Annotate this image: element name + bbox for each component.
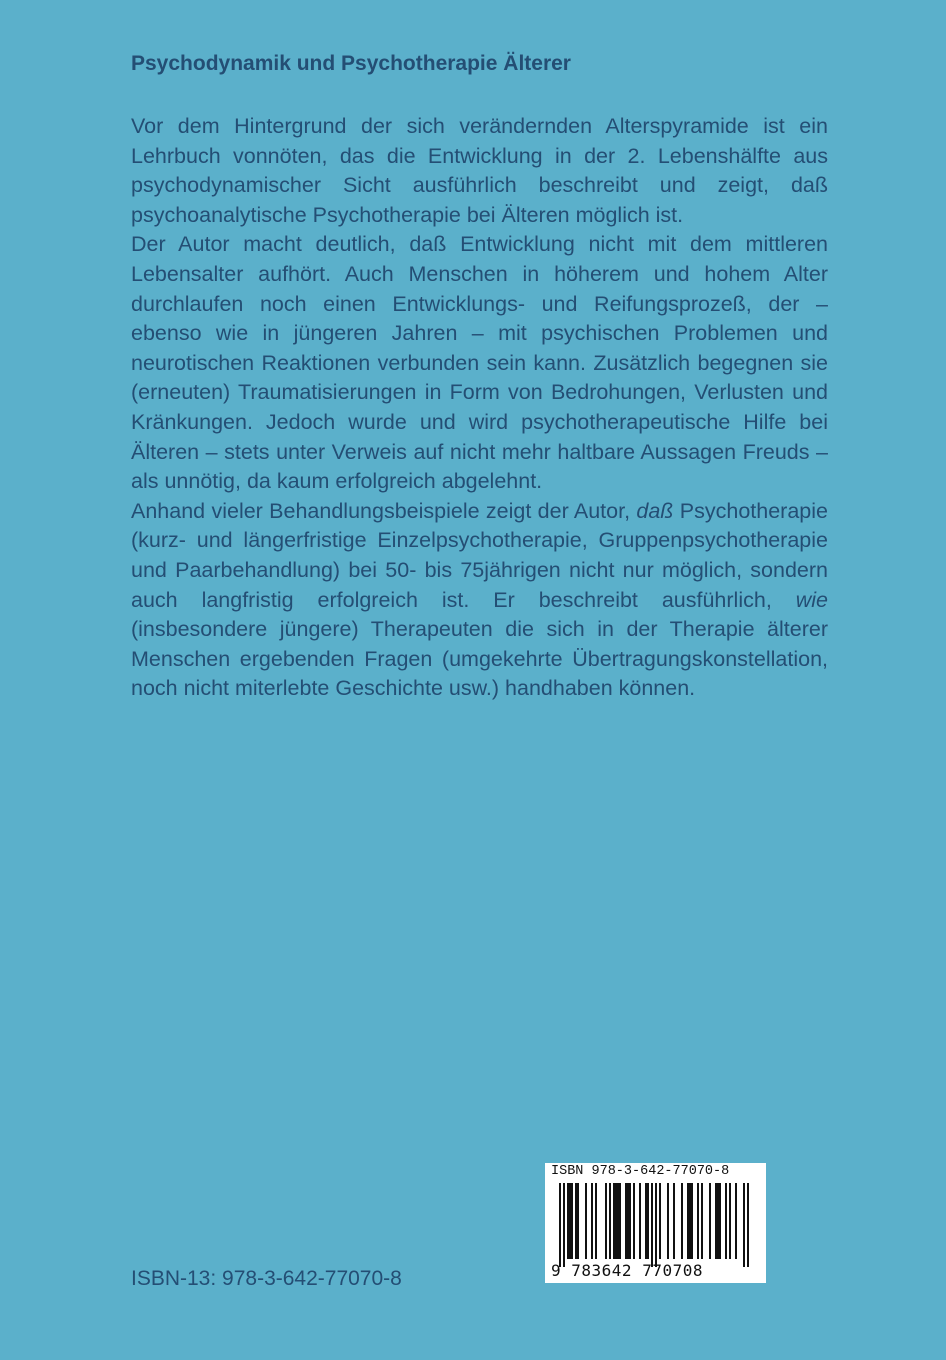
blurb-p3-emphasis-2: wie [795,587,828,612]
barcode-bar [567,1183,569,1259]
barcode-bar [715,1183,717,1259]
barcode-bar [571,1183,573,1259]
barcode-bar [747,1183,749,1267]
barcode-bar [629,1183,631,1259]
blurb-paragraph-1: Vor dem Hintergrund der sich verändernden Alterspyramide ist ein Lehrbuch vonnöten, das die Entwicklung in der 2. Lebenshälfte aus psychodynamischer Sicht ausführlich beschreibt und zeigt, daß psychoanalytische Psychotherapie bei Älteren möglich ist. [131,114,828,227]
blurb-p3-part3: (insbesondere jüngere) Therapeuten die sich in der Therapie älterer Menschen ergebenden Fragen (umgekehrte Übertragungskonstellation, noch nicht miterlebte Geschichte usw.) handhaben können. [131,617,828,701]
barcode-bar [659,1183,661,1259]
barcode-bar [613,1183,615,1259]
barcode-bar [697,1183,699,1259]
barcode-bar [681,1183,683,1259]
barcode-bar [595,1183,597,1259]
barcode-bar [709,1183,711,1259]
barcode-bottom-text: 9 783642 770708 [551,1261,703,1280]
blurb-paragraph-2: Der Autor macht deutlich, daß Entwicklung nicht mit dem mittleren Lebensalter aufhört. Auch Menschen in höherem und hohem Alter durchlaufen noch einen Entwicklungs- und Reifungsprozeß, der – ebenso wie in jüngeren Jahren – mit psychischen Problemen und neurotischen Reaktionen verbunden sein kann. Zusätzlich begegnen sie (erneuten) Traumatisierungen in Form von Bedrohungen, Verlusten und Kränkungen. Jedoch wurde und wird psychotherapeutische Hilfe bei Älteren – stets unter Verweis auf nicht mehr haltbare Aussagen Freuds – als unnötig, da kaum erfolgreich abgelehnt. [131,232,828,494]
barcode-bar [673,1183,675,1259]
barcode-bar [691,1183,693,1259]
barcode-bar [667,1183,669,1259]
barcode-bar [639,1183,641,1259]
barcode-bar [719,1183,721,1259]
barcode-bar [615,1183,617,1259]
barcode-bar [627,1183,629,1259]
barcode-bar [689,1183,691,1259]
barcode-bar [591,1183,593,1259]
barcode-bar [725,1183,727,1259]
barcode-bar [609,1183,611,1259]
barcode-bar [569,1183,571,1259]
barcode-bar [743,1183,745,1267]
barcode-bar [633,1183,635,1259]
barcode-bar [625,1183,627,1259]
barcode-bar [687,1183,689,1259]
barcode-bar [619,1183,621,1259]
blurb-p3-emphasis-1: daß [636,498,674,523]
barcode-top-text: ISBN 978-3-642-77070-8 [551,1164,730,1179]
blurb-p3-part1: Anhand vieler Behandlungsbeispiele zeigt der Autor, [131,498,637,523]
blurb-paragraph-3 [131,497,828,704]
barcode-bar [577,1183,579,1259]
barcode-bar [645,1183,647,1259]
barcode-bar [559,1183,561,1267]
blurb-text [131,112,828,704]
isbn-13-label: ISBN-13: 978-3-642-77070-8 [131,1267,402,1290]
blurb-p3-part2: Psychotherapie (kurz- und längerfristige Einzelpsychotherapie, Gruppenpsychotherapie und Paarbehandlung) bei 50- bis 75jährigen nicht nur möglich, sondern auch langfristig erfolgreich ist. Er beschreibt ausführlich, [131,498,828,612]
barcode-bar [647,1183,649,1259]
barcode-bar [651,1183,653,1267]
isbn-barcode [545,1163,766,1283]
barcode-bar [655,1183,657,1267]
barcode-bar [729,1183,731,1259]
barcode-bar [701,1183,703,1259]
barcode-bar [605,1183,607,1259]
book-title: Psychodynamik und Psychotherapie Älterer [131,52,571,75]
barcode-bar [717,1183,719,1259]
barcode-bar [575,1183,577,1259]
barcode-bar [563,1183,565,1267]
barcode-bar [585,1183,587,1259]
barcode-bar [617,1183,619,1259]
barcode-bar [735,1183,737,1259]
